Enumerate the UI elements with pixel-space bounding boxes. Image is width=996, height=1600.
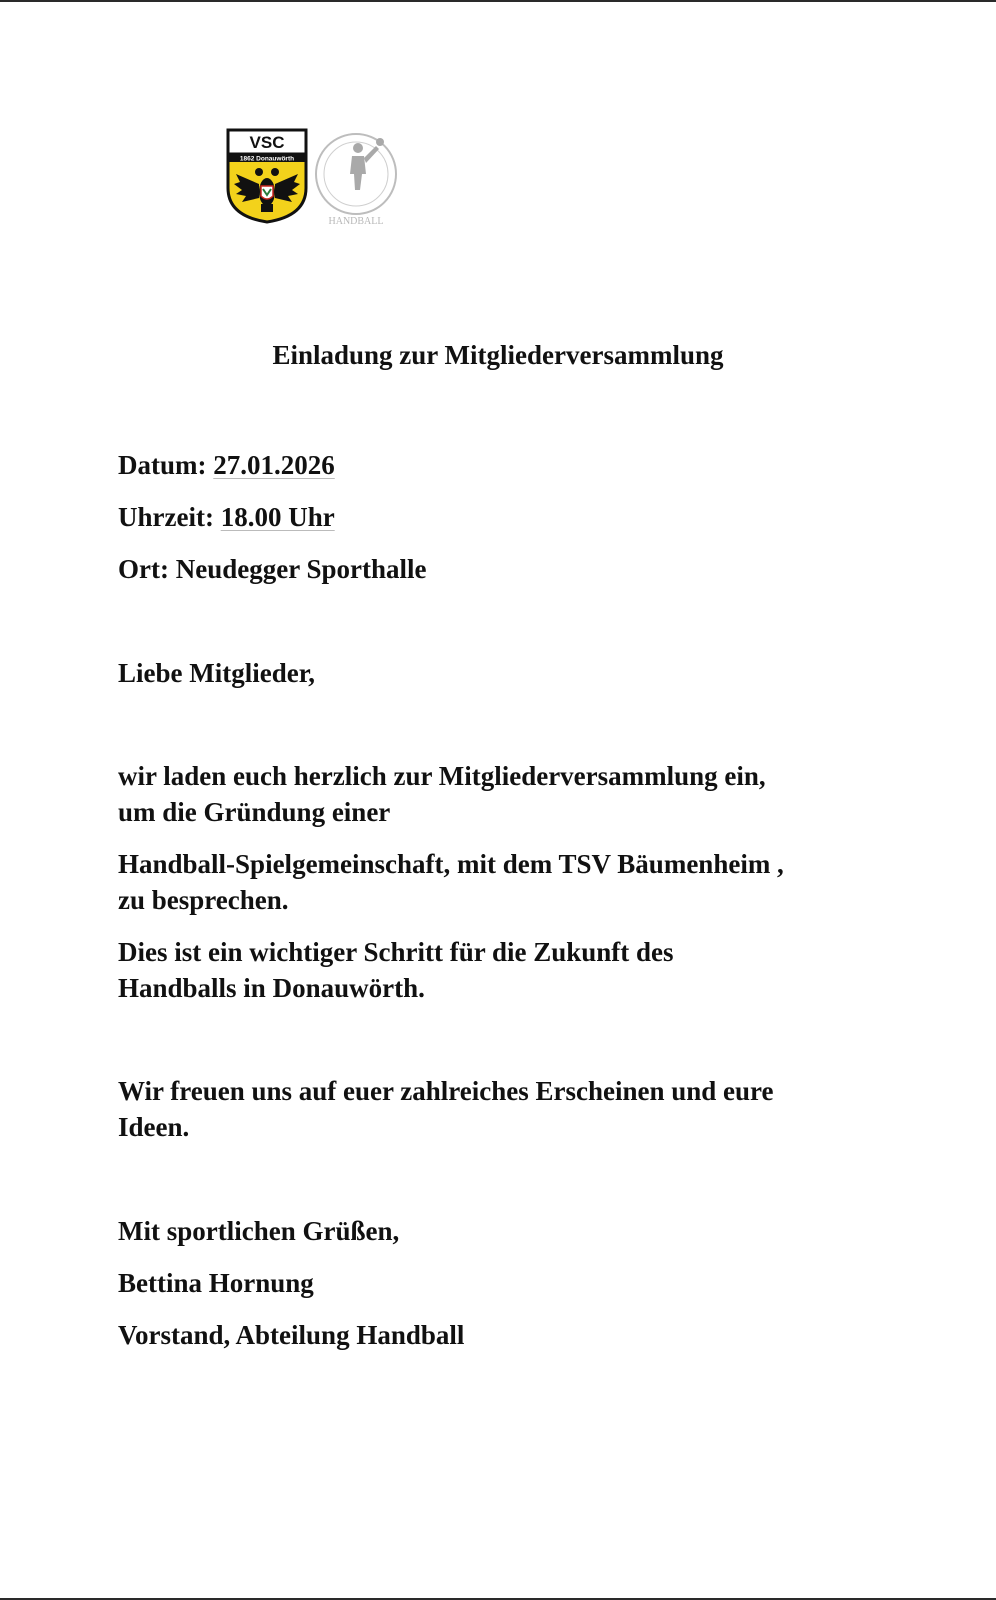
vsc-logo-subtitle: 1862 Donauwörth	[239, 155, 295, 163]
handball-logo-text: HANDBALL	[328, 216, 384, 227]
location-line: Ort: Neudegger Sporthalle	[118, 554, 427, 584]
time-label: Uhrzeit:	[118, 502, 221, 532]
signature-name: Bettina Hornung	[118, 1268, 314, 1298]
body-line: zu besprechen.	[118, 885, 289, 915]
vsc-logo-abbr: VSC	[249, 133, 285, 152]
signature-role: Vorstand, Abteilung Handball	[118, 1320, 465, 1350]
time-value[interactable]: 18.00 Uhr	[220, 502, 335, 532]
date-label: Datum:	[118, 450, 214, 480]
body-line: Handballs in Donauwörth.	[118, 973, 425, 1003]
handball-player-icon	[350, 138, 384, 190]
invitation-title: Einladung zur Mitgliederversammlung	[272, 340, 724, 370]
closing: Mit sportlichen Grüßen,	[118, 1216, 400, 1246]
time-line	[118, 499, 335, 535]
page-top-border	[0, 0, 996, 2]
body-line: wir laden euch herzlich zur Mitgliederversammlung ein,	[118, 761, 766, 791]
body-line: um die Gründung einer	[118, 797, 391, 827]
date-line	[118, 447, 335, 483]
date-value[interactable]: 27.01.2026	[213, 450, 335, 480]
body-line: Handball-Spielgemeinschaft, mit dem TSV Bäumenheim ,	[118, 849, 784, 879]
handball-logo	[308, 128, 404, 228]
greeting: Liebe Mitglieder,	[118, 658, 315, 688]
body-line: Wir freuen uns auf euer zahlreiches Erscheinen und eure	[118, 1076, 774, 1106]
body-line: Dies ist ein wichtiger Schritt für die Zukunft des	[118, 937, 674, 967]
body-line: Ideen.	[118, 1112, 190, 1142]
vsc-logo	[226, 128, 308, 224]
